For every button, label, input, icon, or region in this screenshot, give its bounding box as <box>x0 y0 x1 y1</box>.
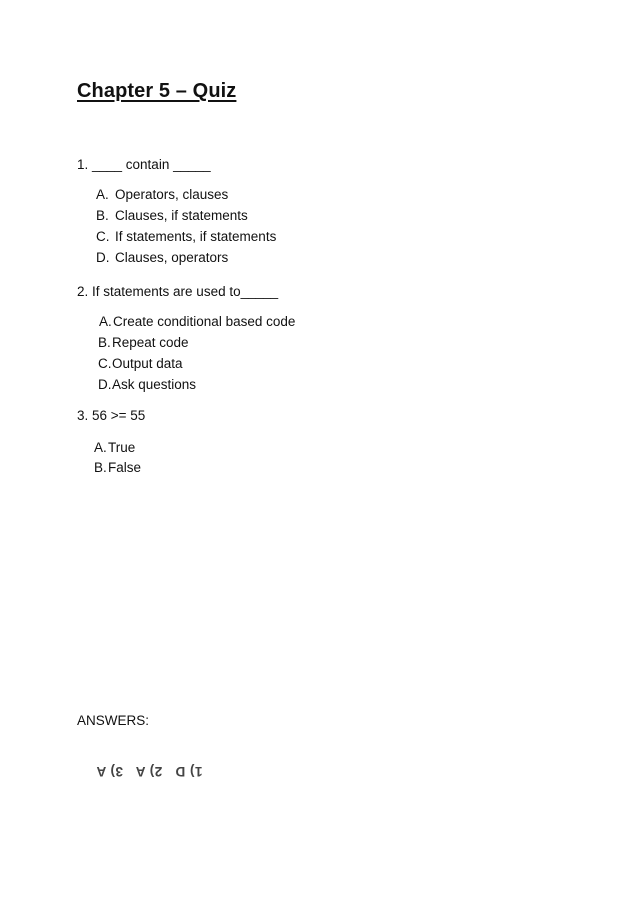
option-letter: A. <box>96 187 109 202</box>
option-letter: C. <box>96 229 110 244</box>
option-text: Ask questions <box>112 377 197 392</box>
option-letter: A. <box>94 440 107 455</box>
option-text: False <box>108 460 142 475</box>
answer-key-upside-down: 1) D 2) A 3) A <box>96 764 203 779</box>
option-text: Clauses, operators <box>115 250 229 265</box>
question-3-option-b <box>94 460 141 475</box>
option-text: Create conditional based code <box>113 314 296 329</box>
option-text: True <box>108 440 136 455</box>
question-2-option-b <box>98 335 189 350</box>
question-1: 1. ____ contain _____ <box>77 157 211 172</box>
question-2: 2. If statements are used to_____ <box>77 284 279 299</box>
question-1-option-d <box>96 250 228 265</box>
answers-label: ANSWERS: <box>77 713 150 728</box>
question-1-option-c <box>96 229 276 244</box>
page-title: Chapter 5 – Quiz <box>77 80 237 102</box>
option-letter: B. <box>98 335 111 350</box>
question-1-option-a <box>96 187 228 202</box>
option-letter: B. <box>94 460 107 475</box>
option-text: Repeat code <box>112 335 189 350</box>
question-2-option-d <box>98 377 196 392</box>
question-3-option-a <box>94 440 135 455</box>
option-letter: D. <box>98 377 112 392</box>
question-2-option-c <box>98 356 183 371</box>
option-text: Operators, clauses <box>115 187 229 202</box>
option-letter: C. <box>98 356 112 371</box>
question-2-option-a <box>99 314 295 329</box>
option-text: Clauses, if statements <box>115 208 248 223</box>
option-text: Output data <box>112 356 183 371</box>
question-1-option-b <box>96 208 248 223</box>
option-letter: D. <box>96 250 110 265</box>
question-3: 3. 56 >= 55 <box>77 408 146 423</box>
option-text: If statements, if statements <box>115 229 277 244</box>
option-letter: B. <box>96 208 109 223</box>
option-letter: A. <box>99 314 112 329</box>
